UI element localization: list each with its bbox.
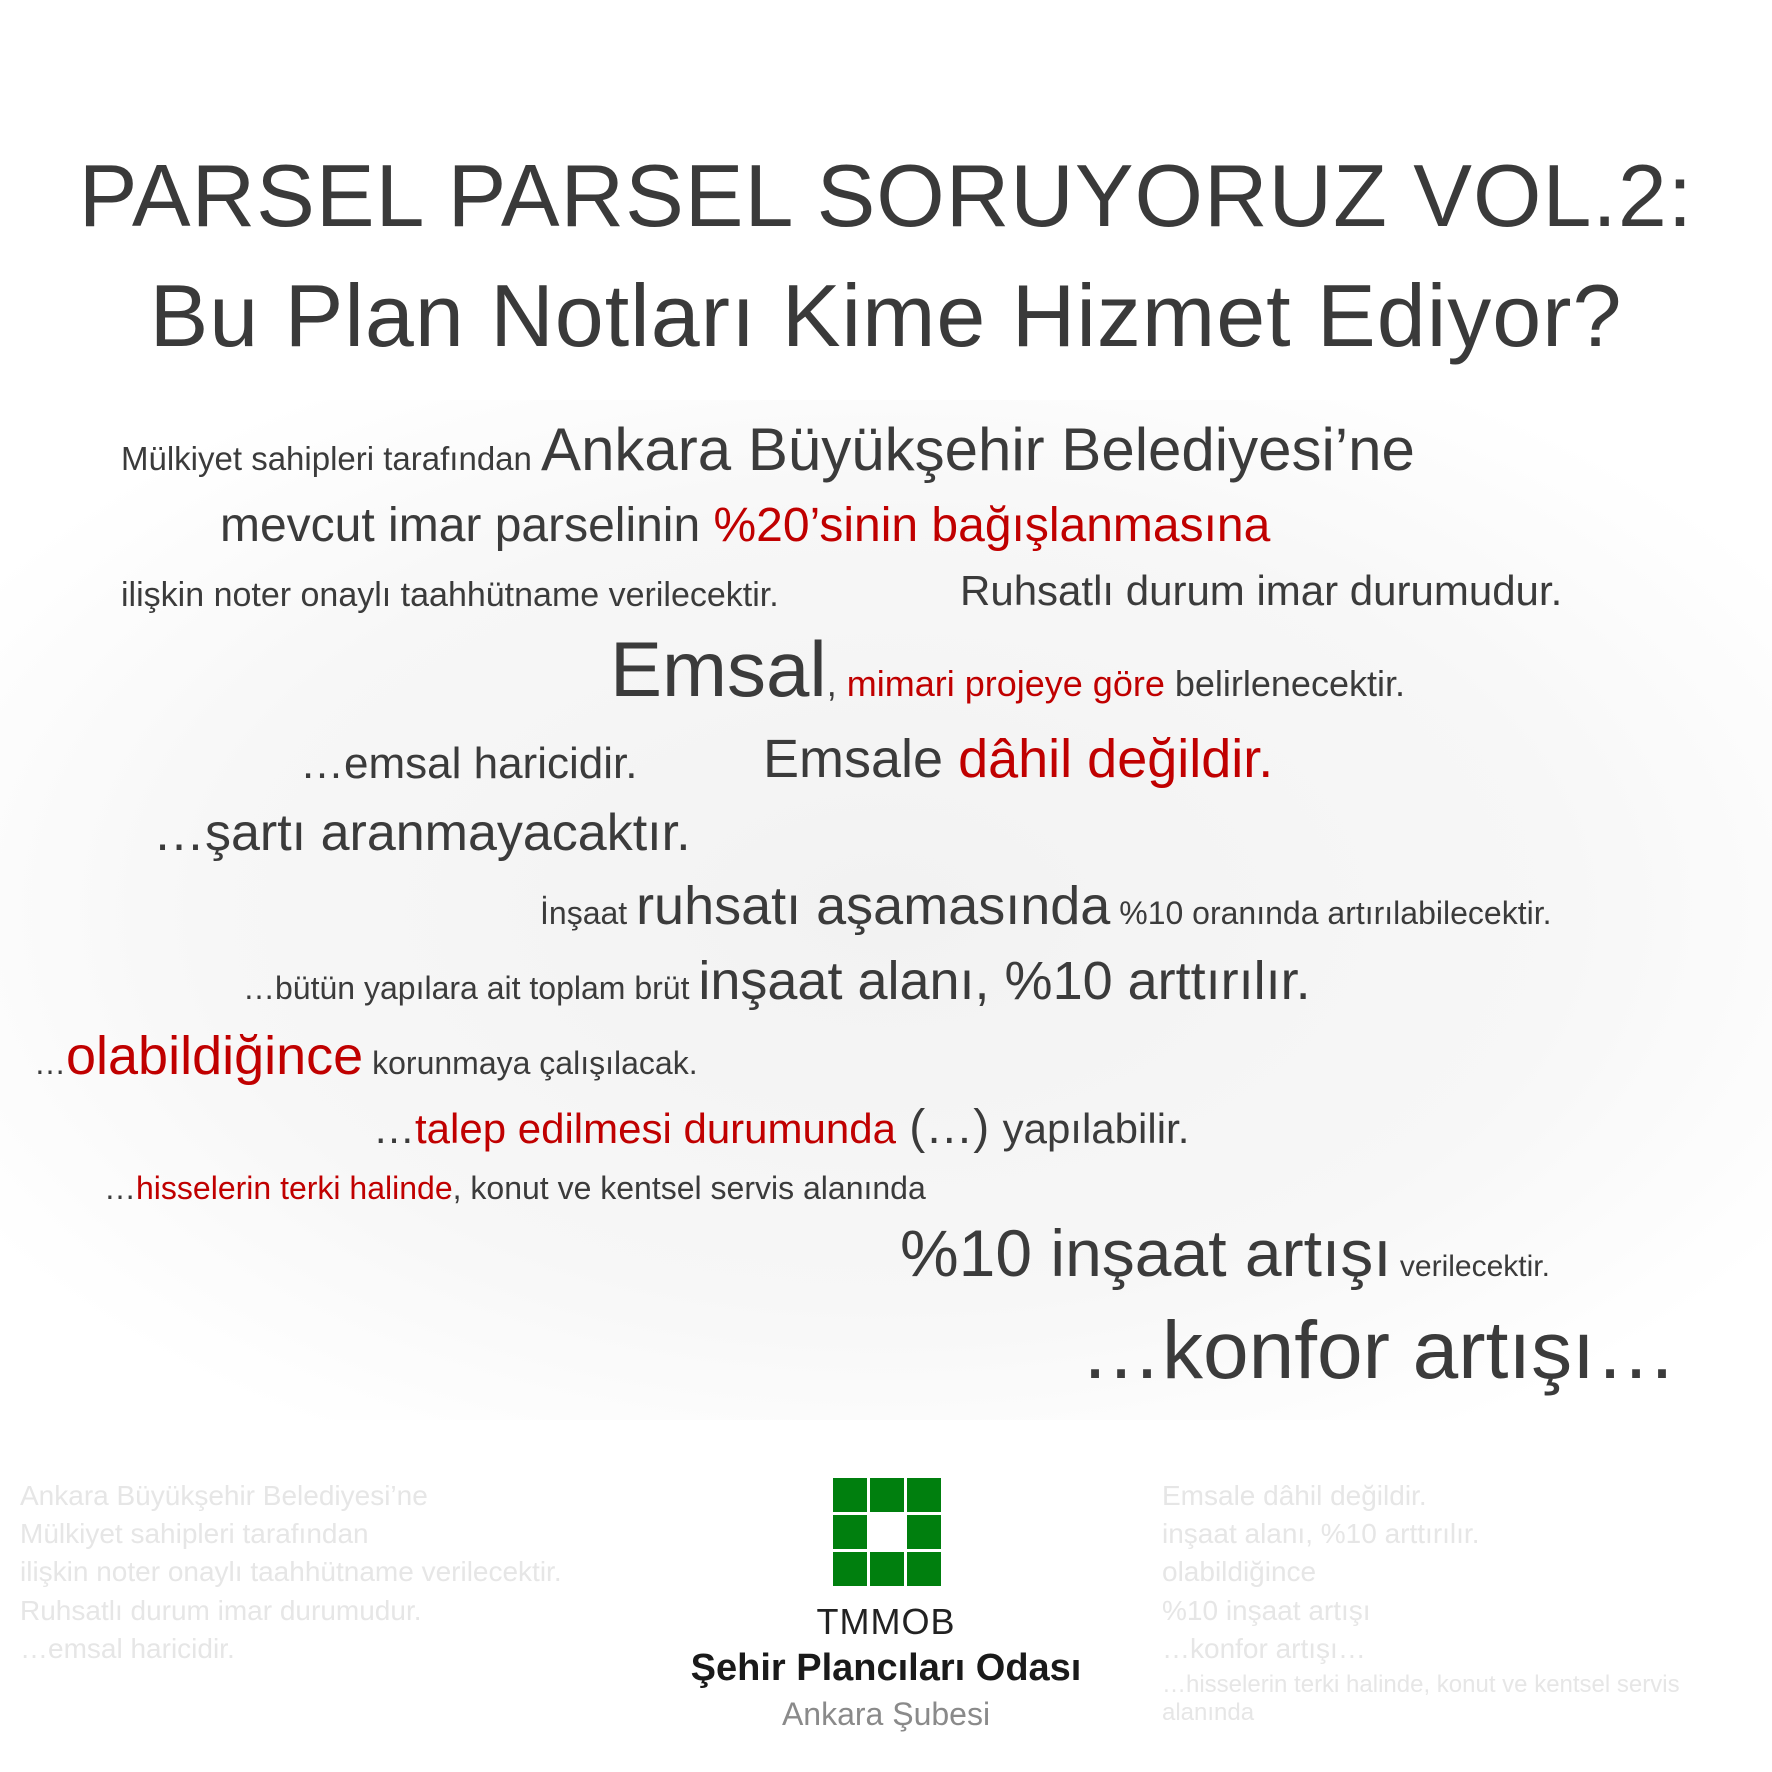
ghost-text: inşaat alanı, %10 arttırılır. <box>1162 1518 1480 1550</box>
ghost-text: Emsale dâhil değildir. <box>1162 1480 1427 1511</box>
quote-text: verilecektir. <box>1391 1250 1550 1283</box>
poster-title: PARSEL PARSEL SORUYORUZ VOL.2: <box>78 146 1694 245</box>
quote-text: … <box>373 1105 415 1152</box>
ghost-text: olabildiğince <box>1162 1556 1317 1588</box>
ghost-column-left <box>20 1480 610 1665</box>
quote-6: …emsal haricidir. <box>300 739 638 788</box>
ghost-text: …konfor artışı… <box>1162 1632 1366 1664</box>
quote-text: … <box>104 1170 136 1206</box>
quote-9 <box>540 876 1552 936</box>
spo-logo-icon <box>833 1478 941 1586</box>
quote-12 <box>373 1101 1190 1154</box>
ghost-text: Mülkiyet sahipleri tarafından <box>20 1518 369 1550</box>
ghost-text: …emsal haricidir. <box>20 1632 235 1664</box>
quote-13-continued <box>900 1216 1550 1290</box>
ghost-text: Ruhsatlı durum imar durumudur. <box>20 1594 422 1626</box>
quote-highlight: hisselerin terki halinde <box>136 1170 453 1206</box>
quote-text: … <box>34 1045 66 1081</box>
quote-2 <box>220 499 1271 552</box>
poster-subtitle: Bu Plan Notları Kime Hizmet Ediyor? <box>149 266 1623 365</box>
quote-text: İnşaat <box>540 895 637 931</box>
quote-5 <box>610 625 1405 713</box>
quote-13 <box>104 1172 926 1204</box>
quote-text: ruhsatı aşamasında <box>636 876 1111 936</box>
quote-1 <box>121 416 1415 483</box>
logo-tmmob: TMMOB <box>816 1601 956 1642</box>
quote-3: ilişkin noter onaylı taahhütname verilecektir. <box>121 576 779 614</box>
quote-text: yapılabilir. <box>1002 1105 1190 1152</box>
quote-text: %10 oranında artırılabilecektir. <box>1110 895 1552 931</box>
ghost-text: Ankara Büyükşehir Belediyesi’ne <box>20 1480 428 1511</box>
quote-text: Mülkiyet sahipleri tarafından <box>121 440 542 477</box>
quote-text: Ankara Büyükşehir Belediyesi’ne <box>541 416 1415 483</box>
quote-text: %10 inşaat artışı <box>900 1216 1392 1290</box>
quote-text: Emsale <box>763 729 959 789</box>
quote-7 <box>763 729 1274 789</box>
quote-14: …konfor artışı… <box>1080 1305 1677 1396</box>
quote-text: , konut ve kentsel servis alanında <box>452 1170 926 1206</box>
quote-highlight: dâhil değildir. <box>958 729 1274 789</box>
quote-text: inşaat alanı, %10 arttırılır. <box>698 951 1311 1011</box>
logo-organization: Şehir Plancıları Odası <box>690 1647 1082 1689</box>
logo-branch: Ankara Şubesi <box>781 1696 991 1732</box>
quote-highlight: mimari projeye göre <box>846 663 1165 704</box>
quote-text: belirlenecektir. <box>1164 663 1405 704</box>
ghost-text: ilişkin noter onaylı taahhütname verilecektir. <box>20 1556 562 1588</box>
quote-11 <box>34 1026 698 1086</box>
quote-highlight: olabildiğince <box>66 1026 364 1086</box>
quote-highlight: talep edilmesi durumunda <box>415 1105 896 1152</box>
ghost-column-right <box>1162 1480 1752 1726</box>
quote-text: …bütün yapılara ait toplam brüt <box>243 970 699 1006</box>
quote-text: korunmaya çalışılacak. <box>363 1045 698 1081</box>
quote-10 <box>243 951 1311 1011</box>
ghost-text: %10 inşaat artışı <box>1162 1594 1371 1626</box>
quote-highlight: %20’sinin bağışlanmasına <box>713 499 1271 552</box>
ghost-text: …hisselerin terki halinde, konut ve kentsel servis alanında <box>1162 1670 1680 1726</box>
quote-text: (…) <box>895 1101 1003 1154</box>
quote-text: Emsal <box>610 625 827 713</box>
quote-8: …şartı aranmayacaktır. <box>153 804 691 862</box>
quote-4: Ruhsatlı durum imar durumudur. <box>960 567 1563 614</box>
quote-text: , <box>826 663 847 704</box>
quote-text: mevcut imar parselinin <box>220 499 714 552</box>
